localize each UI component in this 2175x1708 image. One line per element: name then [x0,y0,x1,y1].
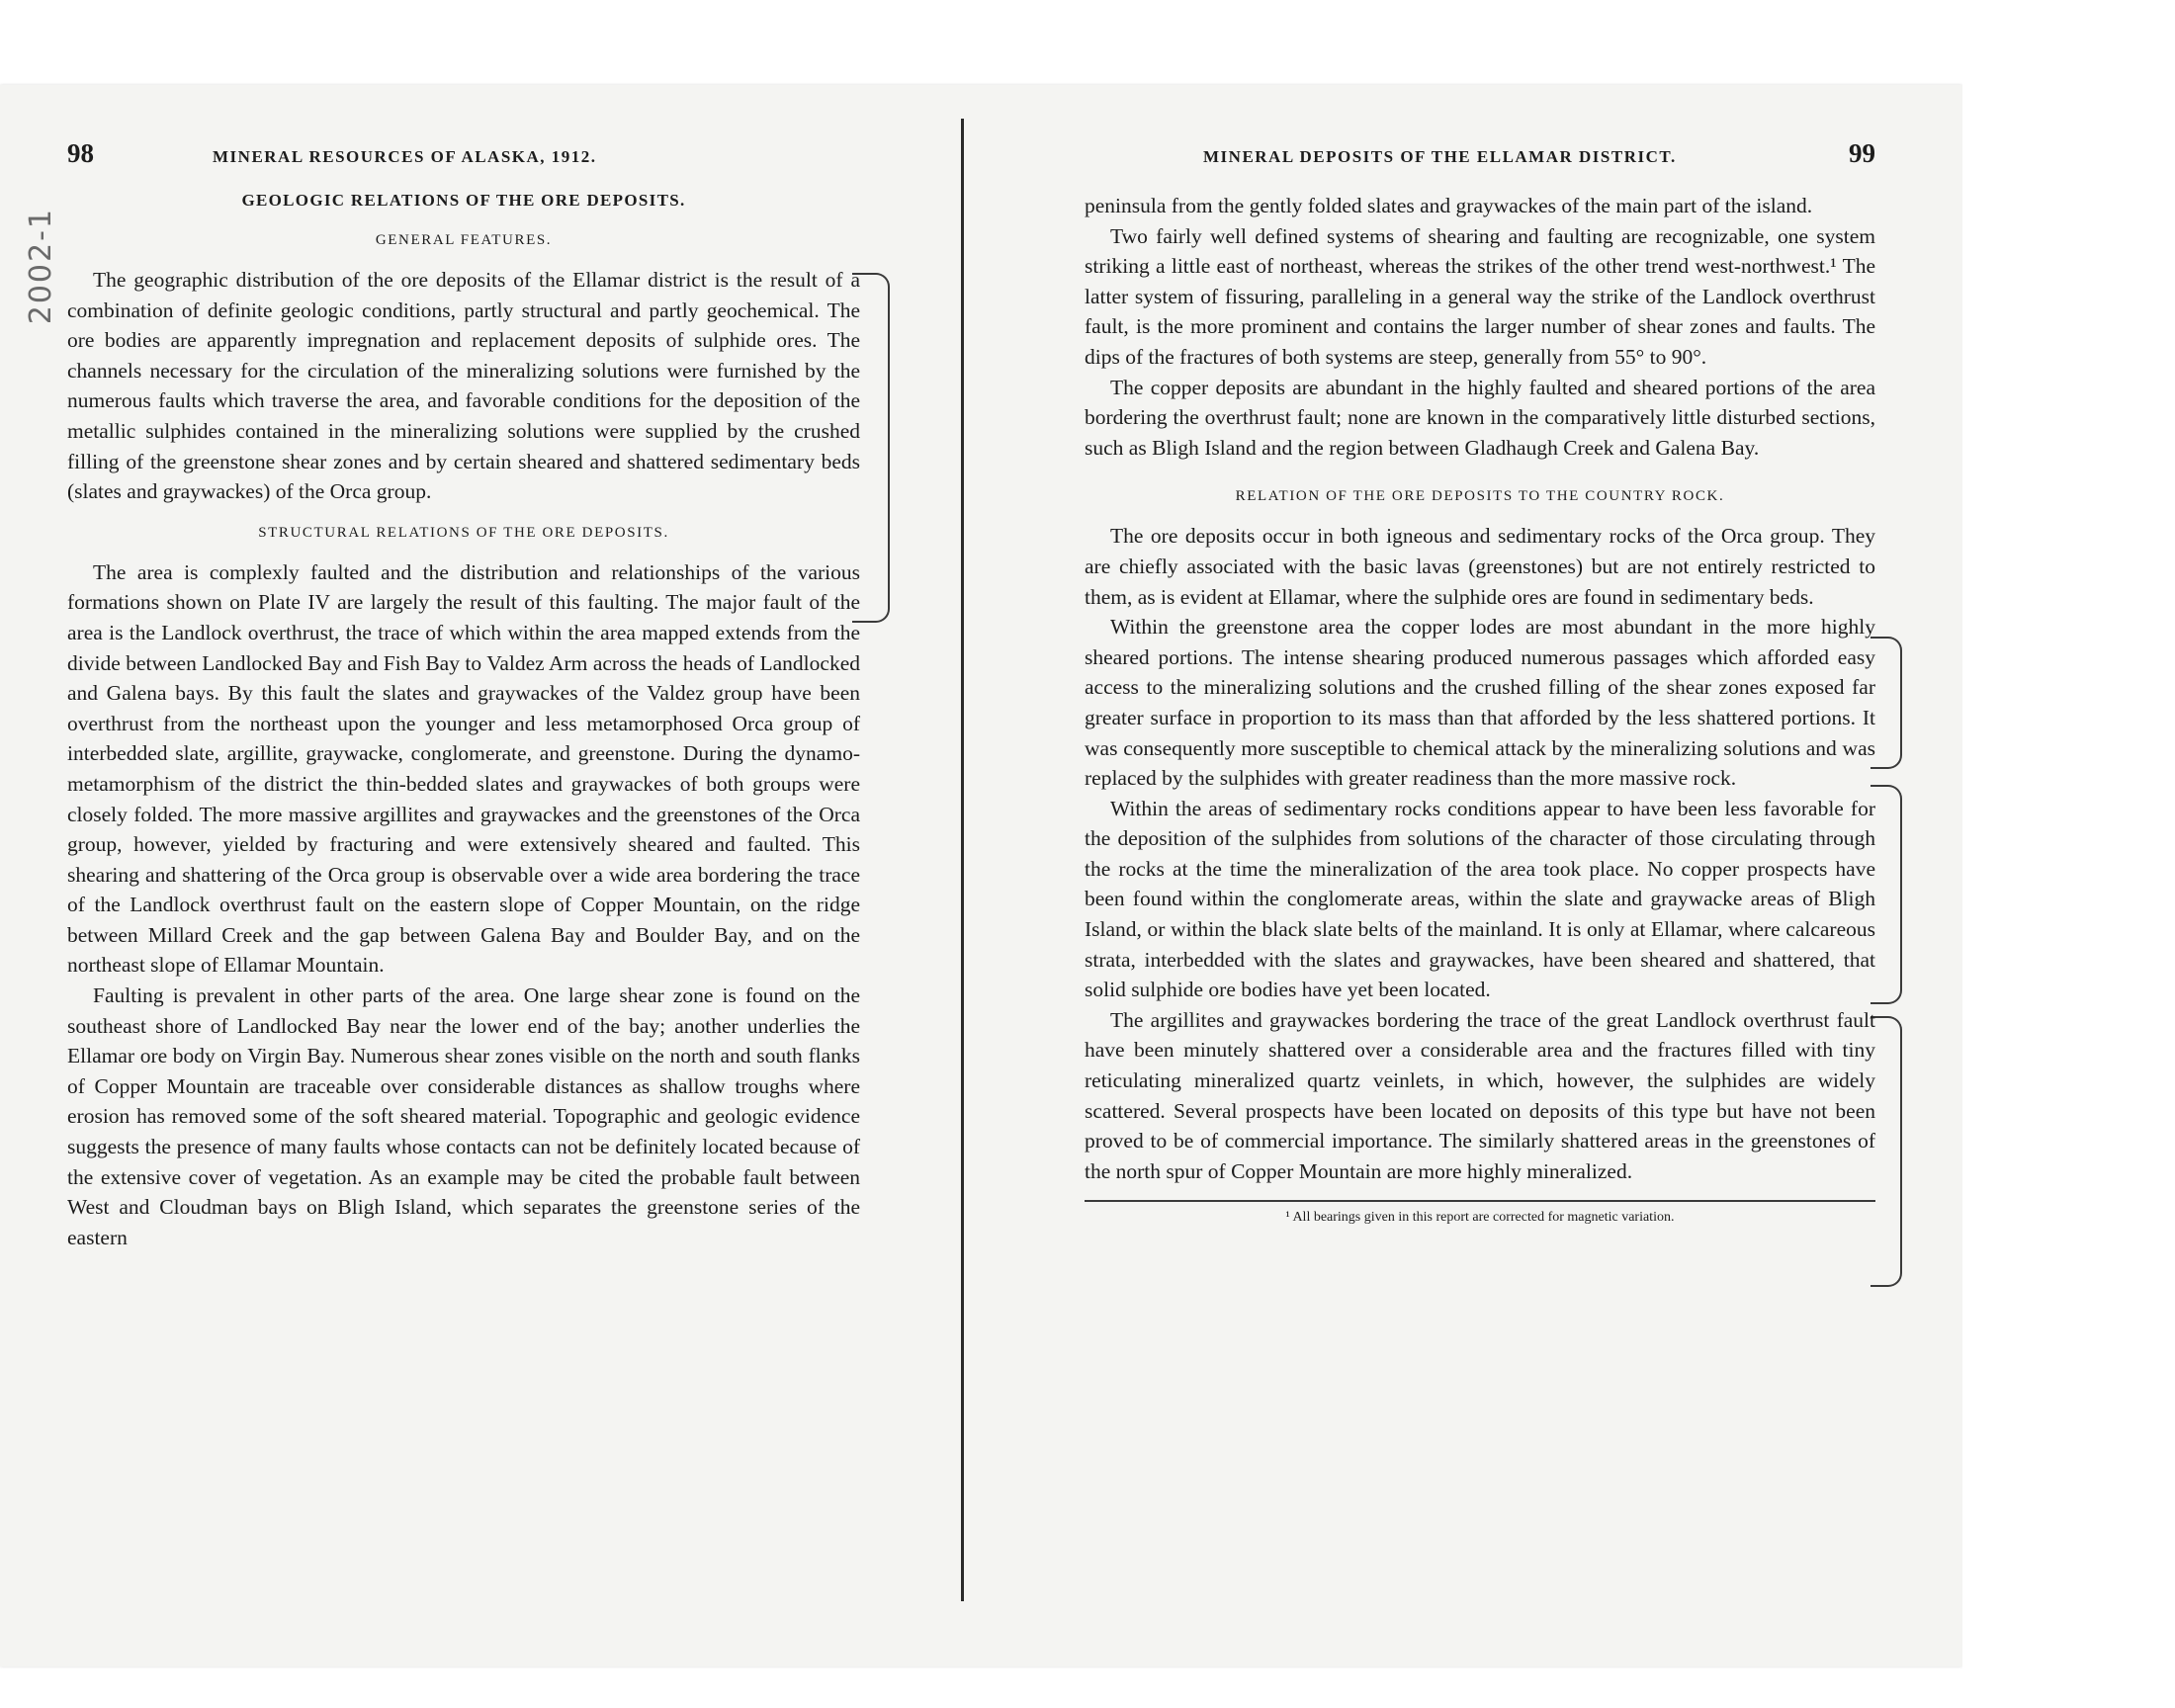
running-head [67,138,860,169]
subheading: GENERAL FEATURES. [375,232,553,248]
paragraph: The argillites and graywackes bordering the trace of the great Landlock overthrust fault have been minutely shattered over a considerable area and the fractures filled with tiny reticulating mineralized quartz veinlets, in which, however, the sulphides are widely scattered. Several prospects have been located on deposits of this type but have not been proved to be of commercial importance. The similarly shattered areas in the greenstones of the north spur of Copper Mountain are more highly mineralized. [1085,1007,1875,1183]
footnote-rule [1085,1200,1875,1202]
paragraph: The geographic distribution of the ore deposits of the Ellamar district is the result of a combination of definite geologic conditions, partly structural and partly geochemical. The ore bodies are apparently impregnation and replacement deposits of sulphide ores. The channels necessary for the circulation of the mineralizing solutions were furnished by the numerous faults which traverse the area, and favorable conditions for the deposition of the metallic sulphides contained in the mineralizing solutions were supplied by the crushed filling of the greenstone shear zones and by certain sheared and shattered sedimentary beds (slates and graywackes) of the Orca group. [67,268,860,504]
right-page [1085,138,1875,1226]
page-number: 99 [1849,138,1875,168]
paragraph: Two fairly well defined systems of shearing and faulting are recognizable, one system striking a little east of northeast, whereas the strikes of the other trend west-northwest.¹ The latter system of fissuring, paralleling in a general way the strike of the Landlock overthrust fault, is the more prominent and contains the larger number of shear zones and faults. The dips of the fractures of both systems are steep, generally from 55° to 90°. [1085,223,1875,369]
paragraph: The ore deposits occur in both igneous and sedimentary rocks of the Orca group. They are chiefly associated with the basic lavas (greenstones) but are not entirely restricted to them, as is evident at Ellamar, where the sulphide ores are found in sedimentary beds. [1085,524,1875,609]
book-gutter [961,119,964,1601]
paragraph: peninsula from the gently folded slates and graywackes of the main part of the island. [1085,194,1813,217]
running-head-title: MINERAL RESOURCES OF ALASKA, 1912. [213,147,597,166]
running-head [1085,138,1875,169]
paragraph: The copper deposits are abundant in the highly faulted and sheared portions of the area bordering the overthrust fault; none are known in the comparatively little disturbed sections, such as Bligh Island and the region between Gladhaugh Creek and Galena Bay. [1085,375,1875,460]
section-title: GEOLOGIC RELATIONS OF THE ORE DEPOSITS. [241,191,686,210]
paragraph: Faulting is prevalent in other parts of the area. One large shear zone is found on the southeast shore of Landlocked Bay near the lower end of the bay; another underlies the Ellamar ore body on Virgin Bay. Numerous shear zones visible on the north and south flanks of Copper Mountain are traceable over considerable distances as shallow troughs where erosion has removed some of the soft sheared material. Topographic and geologic evidence suggests the presence of many faults whose contacts can not be definitely located because of the extensive cover of vegetation. As an example may be cited the probable fault between West and Cloudman bays on Bligh Island, which separates the greenstone series of the eastern [67,983,860,1249]
paragraph: The area is complexly faulted and the distribution and relationships of the various formations shown on Plate IV are largely the result of this faulting. The major fault of the area is the Landlock overthrust, the trace of which within the area mapped extends from the divide between Landlocked Bay and Fish Bay to Valdez Arm across the heads of Landlocked and Galena bays. By this fault the slates and graywackes of the Valdez group have been overthrust from the northeast upon the younger and less metamorphosed Orca group of interbedded slate, argillite, graywacke, conglomerate, and greenstone. During the dynamo-metamorphism of the district the thin-bedded slates and graywackes of both groups were closely folded. The more massive argillites and graywackes and the greenstones of the Orca group, however, yielded by fracturing and were extensively sheared and faulted. This shearing and shattering of the Orca group is observable over a wide area bordering the trace of the Landlock overthrust fault on the eastern slope of Copper Mountain, on the ridge between Millard Creek and the gap between Galena Bay and Boulder Bay, and on the northeast slope of Ellamar Mountain. [67,559,860,978]
scan-margin [1962,69,2175,1680]
running-head-title: MINERAL DEPOSITS OF THE ELLAMAR DISTRICT. [1203,147,1677,166]
footnote: ¹ All bearings given in this report are corrected for magnetic variation. [1285,1210,1675,1226]
subheading: RELATION OF THE ORE DEPOSITS TO THE COUNTRY ROCK. [1235,488,1725,505]
margin-handwriting: 2002-1 [24,208,58,325]
paragraph: Within the areas of sedimentary rocks conditions appear to have been less favorable for the deposition of the sulphides from solutions of the character of those circulating through the rocks at the time the mineralization of the area took place. No copper prospects have been found within the conglomerate areas, within the slate and graywacke areas of Bligh Island, or within the black slate belts of the mainland. It is only at Ellamar, where calcareous strata, interbedded with the slates and graywackes, have been sheared and shattered, that solid sulphide ore bodies have yet been located. [1085,796,1875,1002]
paragraph: Within the greenstone area the copper lodes are most abundant in the more highly sheared portions. The intense shearing produced numerous passages which afforded easy access to the mineralizing solutions and the crushed filling of the shear zones exposed far greater surface in proportion to its mass than that afforded by the less shattered portions. It was consequently more susceptible to chemical attack by the mineralizing solutions and was replaced by the sulphides with greater readiness than the more massive rock. [1085,615,1875,791]
subheading: STRUCTURAL RELATIONS OF THE ORE DEPOSITS. [258,524,669,541]
left-page [67,138,860,1252]
page-number: 98 [67,138,94,168]
